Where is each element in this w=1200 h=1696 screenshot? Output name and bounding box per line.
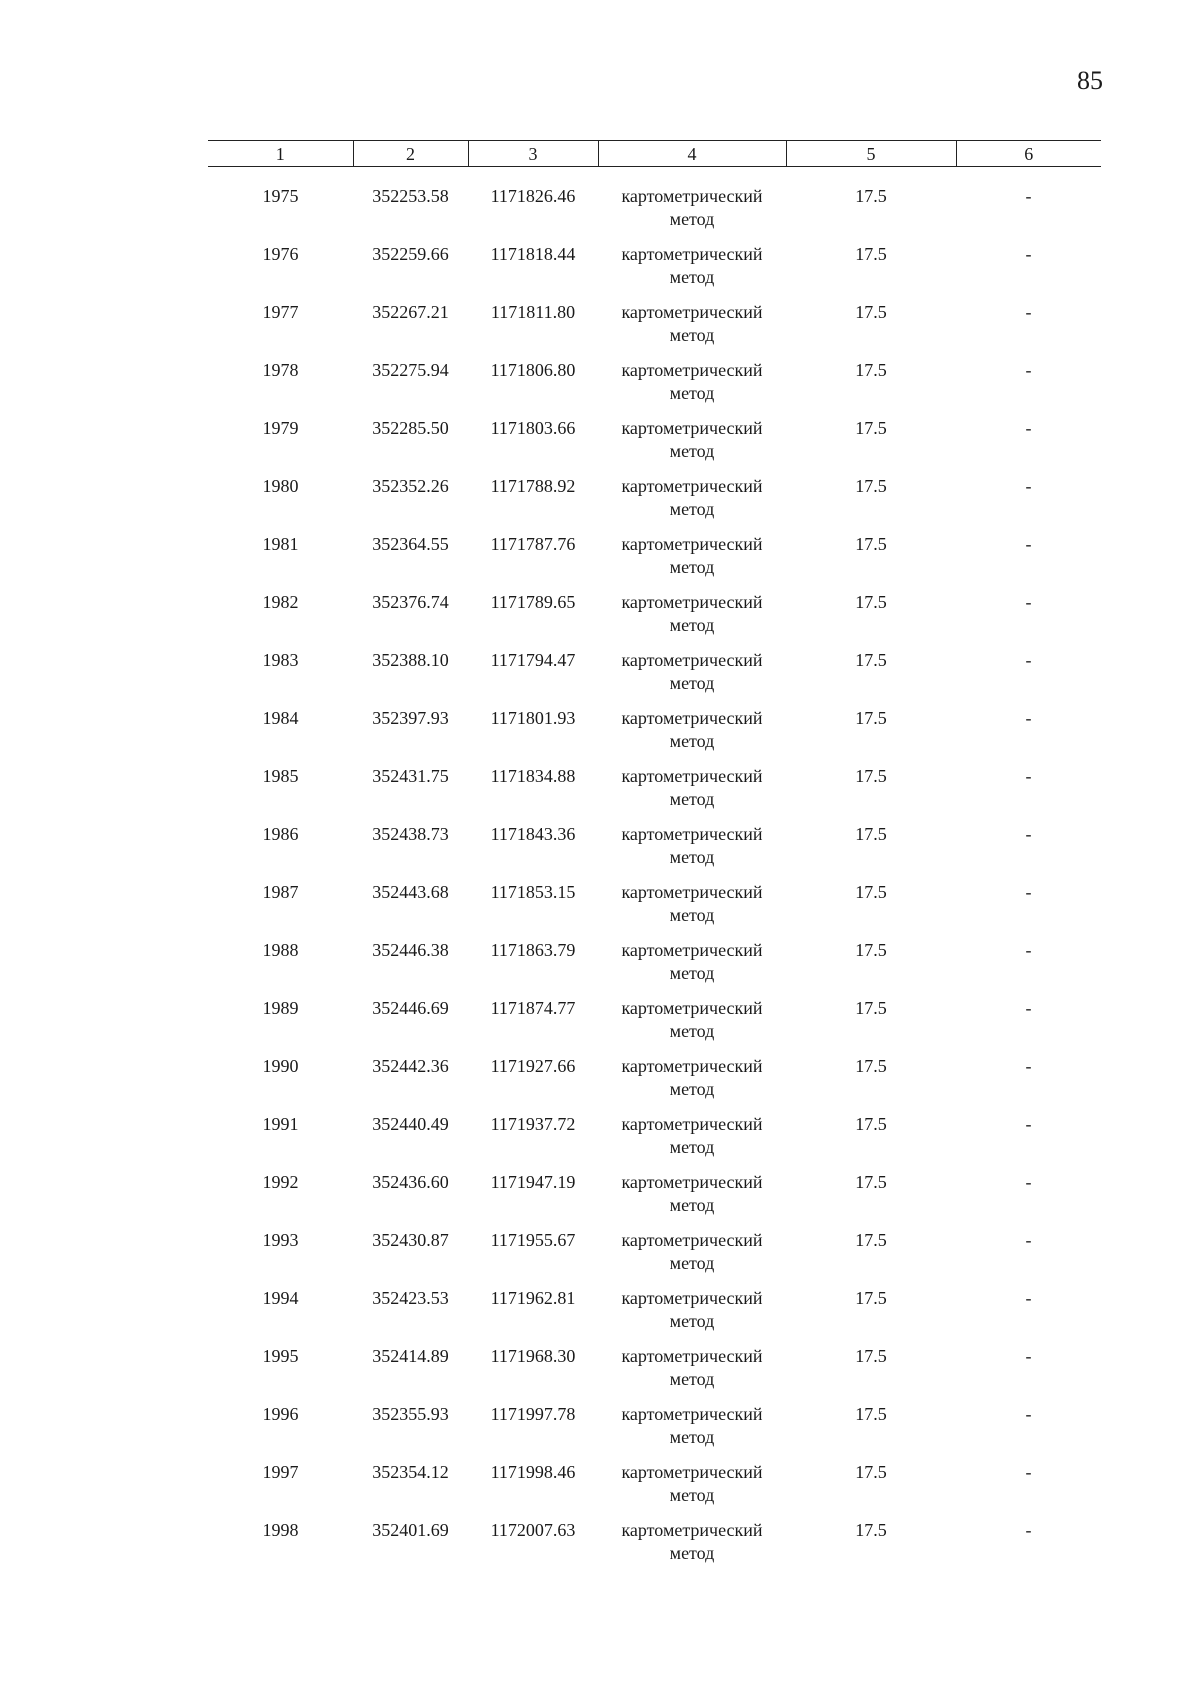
- method-line-1: картометрический: [621, 418, 763, 438]
- y-coordinate-cell: 1171955.67: [490, 1230, 576, 1250]
- method-cell: [598, 1403, 786, 1461]
- method-line-1: картометрический: [621, 186, 763, 206]
- table-row: [208, 167, 1101, 244]
- note-cell: -: [1025, 1172, 1032, 1192]
- note-cell: -: [1025, 418, 1032, 438]
- point-number-cell: 1977: [262, 302, 299, 322]
- y-coordinate-cell: 1171863.79: [490, 940, 576, 960]
- value-cell: 17.5: [855, 1404, 887, 1424]
- note-cell: -: [1025, 824, 1032, 844]
- method-cell: [598, 707, 786, 765]
- table-row: [208, 823, 1101, 881]
- note-cell: -: [1025, 1462, 1032, 1482]
- method-line-2: метод: [669, 557, 715, 577]
- note-cell: -: [1025, 1114, 1032, 1134]
- y-coordinate-cell: 1171787.76: [490, 534, 576, 554]
- method-line-2: метод: [669, 441, 715, 461]
- method-line-2: метод: [669, 1485, 715, 1505]
- note-cell: -: [1025, 360, 1032, 380]
- value-cell: 17.5: [855, 1056, 887, 1076]
- method-line-1: картометрический: [621, 1288, 763, 1308]
- y-coordinate-cell: 1171843.36: [490, 824, 576, 844]
- point-number-cell: 1995: [262, 1346, 299, 1366]
- x-coordinate-cell: 352430.87: [372, 1230, 449, 1250]
- method-cell: [598, 1229, 786, 1287]
- method-line-2: метод: [669, 209, 715, 229]
- x-coordinate-cell: 352388.10: [372, 650, 449, 670]
- method-line-1: картометрический: [621, 1404, 763, 1424]
- table-row: [208, 1345, 1101, 1403]
- value-cell: 17.5: [855, 1520, 887, 1540]
- value-cell: 17.5: [855, 1462, 887, 1482]
- value-cell: 17.5: [855, 186, 887, 206]
- column-header-3: 3: [468, 141, 598, 167]
- y-coordinate-cell: 1171874.77: [490, 998, 576, 1018]
- note-cell: -: [1025, 1288, 1032, 1308]
- point-number-cell: 1980: [262, 476, 299, 496]
- method-line-2: метод: [669, 1369, 715, 1389]
- point-number-cell: 1987: [262, 882, 299, 902]
- y-coordinate-cell: 1171789.65: [490, 592, 576, 612]
- x-coordinate-cell: 352440.49: [372, 1114, 449, 1134]
- x-coordinate-cell: 352397.93: [372, 708, 449, 728]
- y-coordinate-cell: 1171834.88: [490, 766, 576, 786]
- table-row: [208, 243, 1101, 301]
- method-line-2: метод: [669, 1079, 715, 1099]
- method-cell: [598, 1113, 786, 1171]
- point-number-cell: 1982: [262, 592, 299, 612]
- x-coordinate-cell: 352423.53: [372, 1288, 449, 1308]
- y-coordinate-cell: 1171803.66: [490, 418, 576, 438]
- value-cell: 17.5: [855, 1230, 887, 1250]
- note-cell: -: [1025, 1056, 1032, 1076]
- x-coordinate-cell: 352443.68: [372, 882, 449, 902]
- y-coordinate-cell: 1171962.81: [490, 1288, 576, 1308]
- x-coordinate-cell: 352253.58: [372, 186, 449, 206]
- method-cell: [598, 1287, 786, 1345]
- method-line-1: картометрический: [621, 708, 763, 728]
- y-coordinate-cell: 1171937.72: [490, 1114, 576, 1134]
- point-number-cell: 1994: [262, 1288, 299, 1308]
- point-number-cell: 1981: [262, 534, 299, 554]
- point-number-cell: 1975: [262, 186, 299, 206]
- table-body: [208, 167, 1101, 1578]
- method-line-2: метод: [669, 1427, 715, 1447]
- y-coordinate-cell: 1172007.63: [490, 1520, 576, 1540]
- table-row: [208, 1461, 1101, 1519]
- method-line-1: картометрический: [621, 940, 763, 960]
- value-cell: 17.5: [855, 534, 887, 554]
- method-line-1: картометрический: [621, 1346, 763, 1366]
- coordinates-table: [208, 140, 1101, 1577]
- method-line-2: метод: [669, 673, 715, 693]
- column-header-6: 6: [956, 141, 1101, 167]
- value-cell: 17.5: [855, 1114, 887, 1134]
- y-coordinate-cell: 1171826.46: [490, 186, 576, 206]
- table-row: [208, 1171, 1101, 1229]
- value-cell: 17.5: [855, 1172, 887, 1192]
- x-coordinate-cell: 352285.50: [372, 418, 449, 438]
- y-coordinate-cell: 1171968.30: [490, 1346, 576, 1366]
- point-number-cell: 1996: [262, 1404, 299, 1424]
- y-coordinate-cell: 1171997.78: [490, 1404, 576, 1424]
- method-line-1: картометрический: [621, 766, 763, 786]
- x-coordinate-cell: 352442.36: [372, 1056, 449, 1076]
- method-line-2: метод: [669, 1543, 715, 1563]
- y-coordinate-cell: 1171947.19: [490, 1172, 576, 1192]
- method-cell: [598, 765, 786, 823]
- y-coordinate-cell: 1171818.44: [490, 244, 576, 264]
- point-number-cell: 1991: [262, 1114, 299, 1134]
- point-number-cell: 1979: [262, 418, 299, 438]
- table-row: [208, 765, 1101, 823]
- note-cell: -: [1025, 882, 1032, 902]
- y-coordinate-cell: 1171853.15: [490, 882, 576, 902]
- method-line-2: метод: [669, 1253, 715, 1273]
- point-number-cell: 1997: [262, 1462, 299, 1482]
- table-row: [208, 997, 1101, 1055]
- method-cell: [598, 1519, 786, 1577]
- method-line-2: метод: [669, 267, 715, 287]
- note-cell: -: [1025, 302, 1032, 322]
- table-row: [208, 1113, 1101, 1171]
- value-cell: 17.5: [855, 998, 887, 1018]
- value-cell: 17.5: [855, 824, 887, 844]
- y-coordinate-cell: 1171801.93: [490, 708, 576, 728]
- x-coordinate-cell: 352354.12: [372, 1462, 449, 1482]
- method-cell: [598, 417, 786, 475]
- x-coordinate-cell: 352275.94: [372, 360, 449, 380]
- x-coordinate-cell: 352446.69: [372, 998, 449, 1018]
- x-coordinate-cell: 352401.69: [372, 1520, 449, 1540]
- method-cell: [598, 591, 786, 649]
- method-line-1: картометрический: [621, 650, 763, 670]
- table-row: [208, 1055, 1101, 1113]
- table-row: [208, 881, 1101, 939]
- point-number-cell: 1988: [262, 940, 299, 960]
- value-cell: 17.5: [855, 708, 887, 728]
- x-coordinate-cell: 352414.89: [372, 1346, 449, 1366]
- point-number-cell: 1978: [262, 360, 299, 380]
- method-cell: [598, 997, 786, 1055]
- table-row: [208, 649, 1101, 707]
- value-cell: 17.5: [855, 418, 887, 438]
- table-row: [208, 1229, 1101, 1287]
- x-coordinate-cell: 352376.74: [372, 592, 449, 612]
- value-cell: 17.5: [855, 360, 887, 380]
- table-row: [208, 475, 1101, 533]
- method-line-2: метод: [669, 383, 715, 403]
- x-coordinate-cell: 352438.73: [372, 824, 449, 844]
- method-line-2: метод: [669, 499, 715, 519]
- method-line-1: картометрический: [621, 302, 763, 322]
- value-cell: 17.5: [855, 650, 887, 670]
- header-row: [208, 141, 1101, 167]
- method-cell: [598, 301, 786, 359]
- table-row: [208, 417, 1101, 475]
- column-header-2: 2: [353, 141, 468, 167]
- method-line-1: картометрический: [621, 592, 763, 612]
- note-cell: -: [1025, 766, 1032, 786]
- point-number-cell: 1985: [262, 766, 299, 786]
- table-row: [208, 939, 1101, 997]
- x-coordinate-cell: 352436.60: [372, 1172, 449, 1192]
- method-line-1: картометрический: [621, 882, 763, 902]
- point-number-cell: 1992: [262, 1172, 299, 1192]
- method-line-2: метод: [669, 1311, 715, 1331]
- table-row: [208, 533, 1101, 591]
- y-coordinate-cell: 1171806.80: [490, 360, 576, 380]
- point-number-cell: 1998: [262, 1520, 299, 1540]
- y-coordinate-cell: 1171998.46: [490, 1462, 576, 1482]
- method-line-2: метод: [669, 1021, 715, 1041]
- value-cell: 17.5: [855, 244, 887, 264]
- method-line-2: метод: [669, 905, 715, 925]
- value-cell: 17.5: [855, 302, 887, 322]
- table-row: [208, 707, 1101, 765]
- x-coordinate-cell: 352431.75: [372, 766, 449, 786]
- x-coordinate-cell: 352259.66: [372, 244, 449, 264]
- method-line-1: картометрический: [621, 824, 763, 844]
- method-line-1: картометрический: [621, 1230, 763, 1250]
- method-line-2: метод: [669, 963, 715, 983]
- x-coordinate-cell: 352267.21: [372, 302, 449, 322]
- note-cell: -: [1025, 1346, 1032, 1366]
- method-line-2: метод: [669, 789, 715, 809]
- method-line-1: картометрический: [621, 1462, 763, 1482]
- method-line-1: картометрический: [621, 1056, 763, 1076]
- method-line-1: картометрический: [621, 360, 763, 380]
- point-number-cell: 1993: [262, 1230, 299, 1250]
- y-coordinate-cell: 1171788.92: [490, 476, 576, 496]
- method-line-1: картометрический: [621, 998, 763, 1018]
- x-coordinate-cell: 352352.26: [372, 476, 449, 496]
- method-line-1: картометрический: [621, 244, 763, 264]
- method-line-1: картометрический: [621, 1114, 763, 1134]
- method-cell: [598, 359, 786, 417]
- note-cell: -: [1025, 1230, 1032, 1250]
- note-cell: -: [1025, 1404, 1032, 1424]
- method-line-2: метод: [669, 1195, 715, 1215]
- method-line-2: метод: [669, 325, 715, 345]
- note-cell: -: [1025, 998, 1032, 1018]
- method-cell: [598, 1345, 786, 1403]
- point-number-cell: 1976: [262, 244, 299, 264]
- y-coordinate-cell: 1171927.66: [490, 1056, 576, 1076]
- table-row: [208, 1519, 1101, 1577]
- point-number-cell: 1986: [262, 824, 299, 844]
- table-row: [208, 359, 1101, 417]
- method-line-2: метод: [669, 847, 715, 867]
- y-coordinate-cell: 1171811.80: [490, 302, 576, 322]
- value-cell: 17.5: [855, 766, 887, 786]
- value-cell: 17.5: [855, 1346, 887, 1366]
- column-header-4: 4: [598, 141, 786, 167]
- method-cell: [598, 1171, 786, 1229]
- method-line-1: картометрический: [621, 1172, 763, 1192]
- method-cell: [598, 475, 786, 533]
- point-number-cell: 1984: [262, 708, 299, 728]
- method-cell: [598, 881, 786, 939]
- note-cell: -: [1025, 650, 1032, 670]
- table-row: [208, 301, 1101, 359]
- method-cell: [598, 1055, 786, 1113]
- table-header: [208, 141, 1101, 167]
- value-cell: 17.5: [855, 592, 887, 612]
- method-line-1: картометрический: [621, 534, 763, 554]
- column-header-1: 1: [208, 141, 353, 167]
- note-cell: -: [1025, 592, 1032, 612]
- method-cell: [598, 167, 786, 244]
- method-line-2: метод: [669, 1137, 715, 1157]
- method-cell: [598, 533, 786, 591]
- table-row: [208, 591, 1101, 649]
- method-cell: [598, 1461, 786, 1519]
- note-cell: -: [1025, 476, 1032, 496]
- method-line-1: картометрический: [621, 476, 763, 496]
- value-cell: 17.5: [855, 1288, 887, 1308]
- method-line-2: метод: [669, 731, 715, 751]
- note-cell: -: [1025, 244, 1032, 264]
- table-row: [208, 1403, 1101, 1461]
- value-cell: 17.5: [855, 940, 887, 960]
- method-cell: [598, 939, 786, 997]
- point-number-cell: 1990: [262, 1056, 299, 1076]
- point-number-cell: 1983: [262, 650, 299, 670]
- column-header-5: 5: [786, 141, 956, 167]
- note-cell: -: [1025, 1520, 1032, 1540]
- note-cell: -: [1025, 940, 1032, 960]
- page-number: 85: [1077, 66, 1103, 95]
- method-cell: [598, 649, 786, 707]
- note-cell: -: [1025, 708, 1032, 728]
- point-number-cell: 1989: [262, 998, 299, 1018]
- x-coordinate-cell: 352364.55: [372, 534, 449, 554]
- method-line-1: картометрический: [621, 1520, 763, 1540]
- note-cell: -: [1025, 534, 1032, 554]
- note-cell: -: [1025, 186, 1032, 206]
- method-line-2: метод: [669, 615, 715, 635]
- x-coordinate-cell: 352355.93: [372, 1404, 449, 1424]
- method-cell: [598, 243, 786, 301]
- y-coordinate-cell: 1171794.47: [490, 650, 576, 670]
- table-row: [208, 1287, 1101, 1345]
- value-cell: 17.5: [855, 476, 887, 496]
- x-coordinate-cell: 352446.38: [372, 940, 449, 960]
- method-cell: [598, 823, 786, 881]
- value-cell: 17.5: [855, 882, 887, 902]
